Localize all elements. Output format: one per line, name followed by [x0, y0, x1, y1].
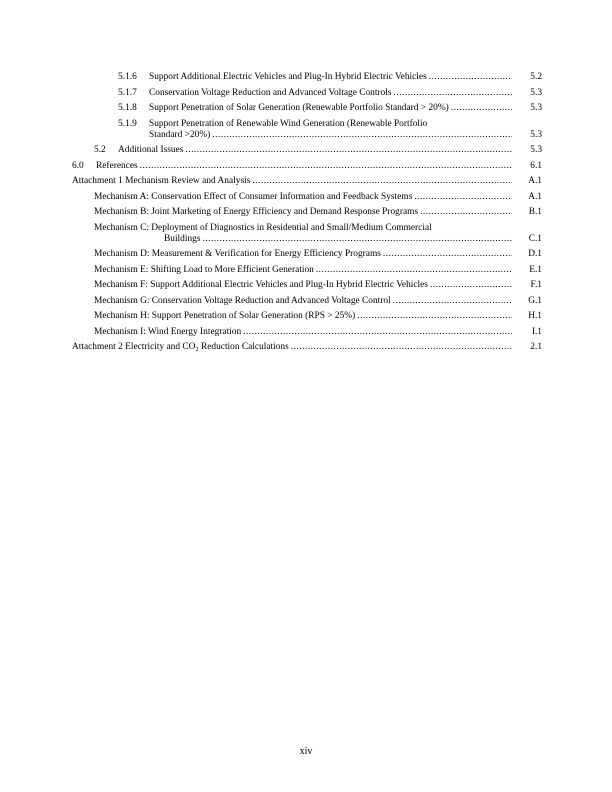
toc-entry-attachment-2[interactable]: Attachment 2 Electricity and $CO_2$ Reduction Calculations ..... 2.1 — [72, 342, 542, 353]
toc-entry-6-0[interactable]: 6.0 References ..... 6.1 — [72, 161, 542, 172]
toc-entry-mechanism-h[interactable]: Mechanism H: Support Penetration of Solar Generation (RPS > 25%) ..... H.1 — [72, 311, 542, 322]
toc-entry-5-1-9[interactable]: 5.1.9 Support Penetration of Renewable Wind Generation (Renewable Portfolio Standard >20%) ..... 5.3 — [72, 119, 542, 141]
toc-entry-mechanism-a[interactable]: Mechanism A: Conservation Effect of Consumer Information and Feedback Systems ..... A.1 — [72, 192, 542, 203]
toc-entry-mechanism-d[interactable]: Mechanism D: Measurement & Verification for Energy Efficiency Programs ..... D.1 — [72, 249, 542, 260]
toc-entry-5-1-8[interactable]: 5.1.8 Support Penetration of Solar Generation (Renewable Portfolio Standard > 20%) ..... 5.3 — [72, 103, 542, 114]
page-number: xiv — [299, 746, 313, 757]
toc-entry-attachment-1[interactable]: Attachment 1 Mechanism Review and Analysis ..... A.1 — [72, 176, 542, 187]
toc-entry-mechanism-c[interactable]: Mechanism C: Deployment of Diagnostics in Residential and Small/Medium Commercial Buildings ..... C.1 — [72, 223, 542, 245]
toc-entry-mechanism-b[interactable]: Mechanism B: Joint Marketing of Energy Efficiency and Demand Response Programs ..... B.1 — [72, 207, 542, 218]
toc-entry-mechanism-i[interactable]: Mechanism I: Wind Energy Integration ..... I.1 — [72, 327, 542, 338]
toc-entry-mechanism-f[interactable]: Mechanism F: Support Additional Electric Vehicles and Plug-In Hybrid Electric Vehicles ..... F.1 — [72, 280, 542, 291]
toc-entry-mechanism-g[interactable]: Mechanism G: Conservation Voltage Reduction and Advanced Voltage Control ..... G.1 — [72, 296, 542, 307]
toc-entry-mechanism-e[interactable]: Mechanism E: Shifting Load to More Efficient Generation ..... E.1 — [72, 265, 542, 276]
toc-entry-5-1-6[interactable]: 5.1.6 Support Additional Electric Vehicles and Plug-In Hybrid Electric Vehicles ..... 5.2 — [72, 72, 542, 83]
toc-entry-5-1-7[interactable]: 5.1.7 Conservation Voltage Reduction and Advanced Voltage Controls ..... 5.3 — [72, 88, 542, 99]
table-of-contents — [72, 72, 542, 358]
toc-entry-5-2[interactable]: 5.2 Additional Issues ..... 5.3 — [72, 145, 542, 156]
